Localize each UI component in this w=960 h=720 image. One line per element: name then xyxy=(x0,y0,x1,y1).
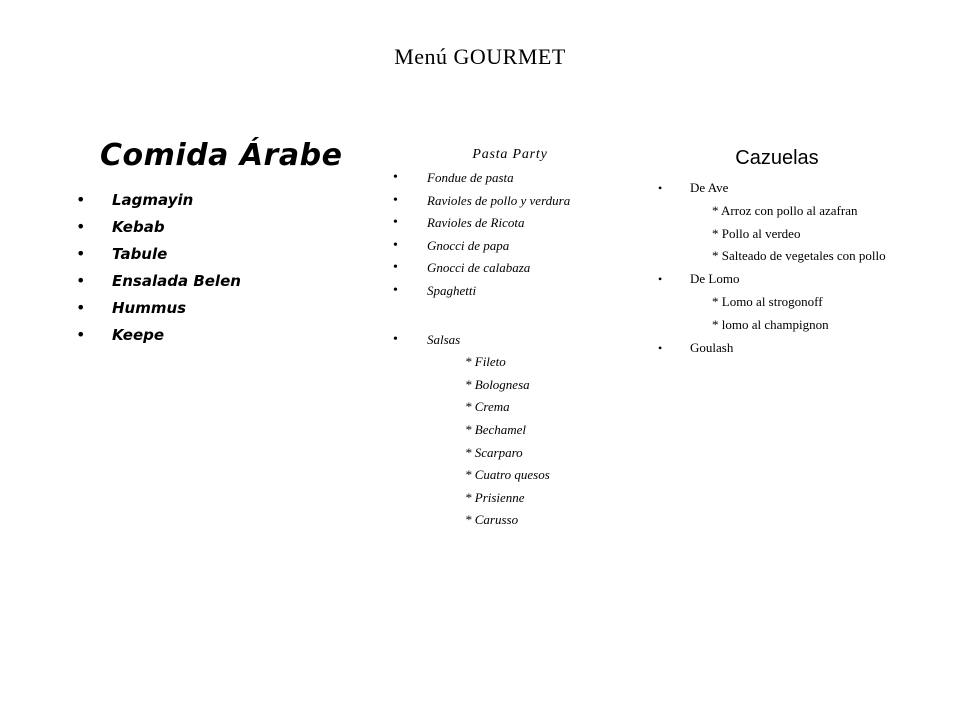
page-title: Menú GOURMET xyxy=(394,44,566,69)
list-item: • Lagmayin xyxy=(70,189,340,216)
list-item: • Kebab xyxy=(70,216,340,243)
list-item: • Gnocci de calabaza xyxy=(385,258,635,281)
sauce-item: * Bolognesa xyxy=(465,376,530,392)
sauce-item: * Cuatro quesos xyxy=(465,467,550,483)
list-item: • Keepe xyxy=(70,324,340,351)
list-spacer xyxy=(385,304,635,330)
sauce-item: * Crema xyxy=(465,399,510,415)
list-item: • Ravioles de Ricota xyxy=(385,213,635,236)
cazuela-group-label: • De Lomo xyxy=(652,269,922,292)
sauce-item: * Bechamel xyxy=(465,421,527,437)
list-item: • Ensalada Belen xyxy=(70,270,340,297)
list-item: • Hummus xyxy=(70,297,340,324)
cazuela-subitem: * Pollo al verdeo xyxy=(712,225,801,241)
cazuela-group-label: • Goulash xyxy=(652,338,922,361)
sauce-item: * Prisienne xyxy=(465,489,525,505)
sauce-item: * Fileto xyxy=(465,354,506,370)
sauce-item: * Scarparo xyxy=(465,444,523,460)
sauces-label: • Salsas xyxy=(385,330,635,353)
cazuela-subitem: * Salteado de vegetales con pollo xyxy=(712,248,886,264)
list-item: • Tabule xyxy=(70,243,340,270)
list-item: • Ravioles de pollo y verdura xyxy=(385,191,635,214)
list-item: • Gnocci de papa xyxy=(385,236,635,259)
cazuela-subitem: * Arroz con pollo al azafran xyxy=(712,202,858,218)
cazuelas-list xyxy=(652,178,922,360)
pasta-list xyxy=(385,168,635,533)
cazuela-subitem: * lomo al champignon xyxy=(712,316,829,332)
cazuelas-heading: Cazuelas xyxy=(735,147,819,169)
arabic-food-heading: Comida Árabe xyxy=(100,138,343,173)
arabic-food-list xyxy=(70,189,340,351)
cazuela-group-label: • De Ave xyxy=(652,178,922,201)
list-item: • Spaghetti xyxy=(385,281,635,304)
pasta-party-heading: Pasta Party xyxy=(472,147,548,162)
sauce-item: * Carusso xyxy=(465,512,519,528)
list-item: • Fondue de pasta xyxy=(385,168,635,191)
cazuela-subitem: * Lomo al strogonoff xyxy=(712,293,823,309)
